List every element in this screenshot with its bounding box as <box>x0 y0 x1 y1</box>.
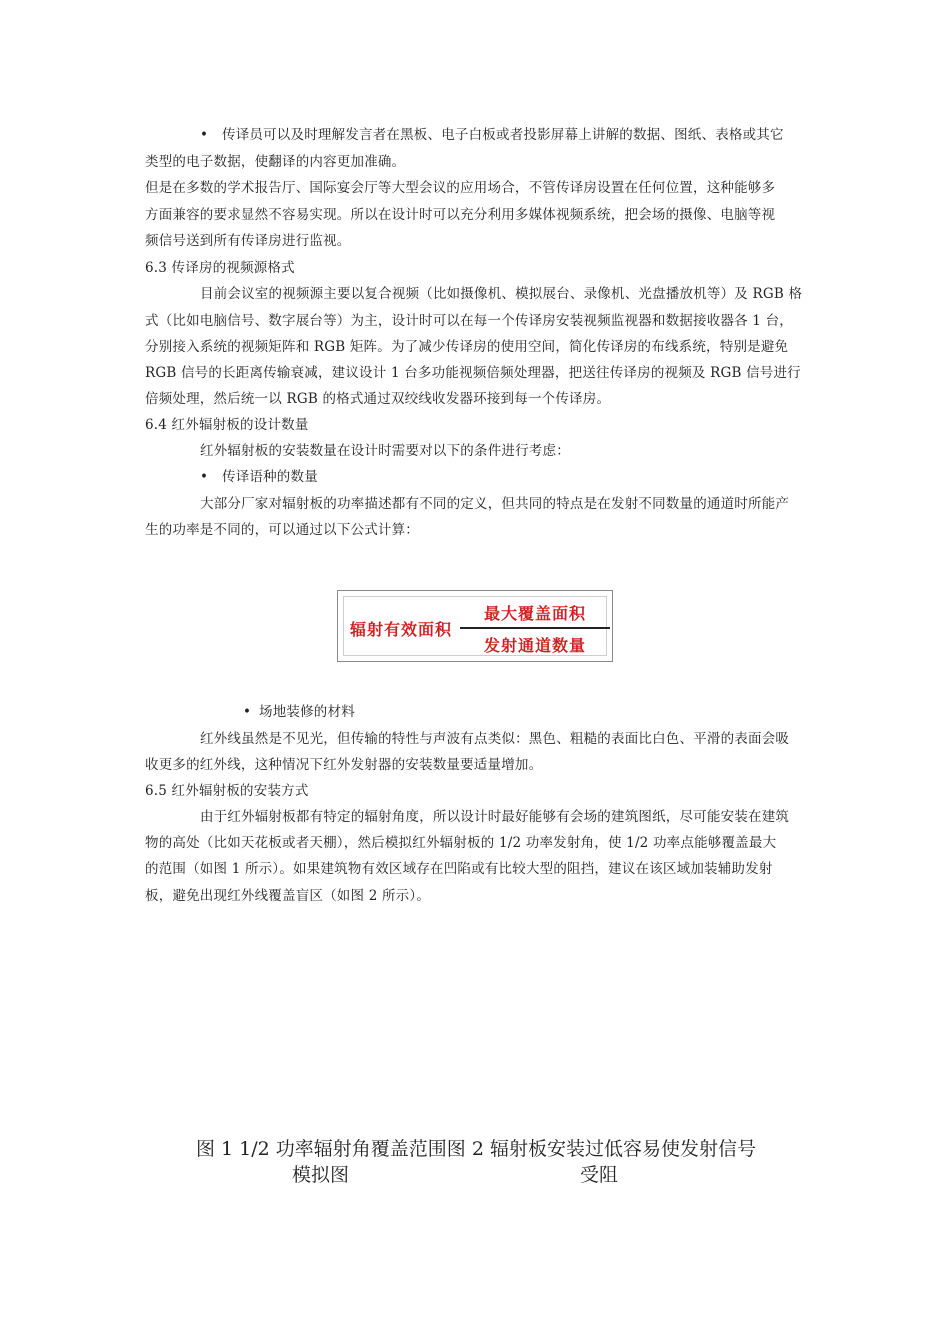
paragraph-line: 的范围（如图 1 所示）。如果建筑物有效区域存在凹陷或有比较大型的阻挡，建议在该区域加装辅助发射 <box>145 861 773 877</box>
bullet-label: 场地装修的材料 <box>259 704 355 720</box>
paragraph-line: 红外线虽然是不见光，但传输的特性与声波有点类似：黑色、粗糙的表面比白色、平滑的表面会吸 <box>200 731 790 747</box>
bullet-icon: • <box>200 127 209 143</box>
paragraph-line: 大部分厂家对辐射板的功率描述都有不同的定义，但共同的特点是在发射不同数量的通道时所能产 <box>200 496 790 512</box>
fraction-bar <box>460 627 610 629</box>
formula-lhs: 辐射有效面积 <box>350 620 453 639</box>
paragraph-line: 板，避免出现红外线覆盖盲区（如图 2 所示）。 <box>145 888 431 904</box>
paragraph-line: 由于红外辐射板都有特定的辐射角度，所以设计时最好能够有会场的建筑图纸，尽可能安装在建筑 <box>200 809 790 825</box>
formula-numerator: 最大覆盖面积 <box>484 604 587 623</box>
paragraph-line: 传译员可以及时理解发言者在黑板、电子白板或者投影屏幕上讲解的数据、图纸、表格或其它 <box>222 127 784 143</box>
bullet-label: 传译语种的数量 <box>222 469 318 485</box>
figure-caption: 图 1 1/2 功率辐射角覆盖范围图 2 辐射板安装过低容易使发射信号 <box>196 1138 756 1160</box>
formula-denominator: 发射通道数量 <box>484 636 587 655</box>
paragraph-line: 类型的电子数据，使翻译的内容更加准确。 <box>145 154 406 170</box>
paragraph-line: 但是在多数的学术报告厅、国际宴会厅等大型会议的应用场合，不管传译房设置在任何位置，这种能够多 <box>145 180 776 196</box>
bullet-item-2 <box>200 469 318 485</box>
paragraph-line: 目前会议室的视频源主要以复合视频（比如摄像机、模拟展台、录像机、光盘播放机等）及 RGB 格 <box>200 286 803 302</box>
section-heading-6-5: 6.5 红外辐射板的安装方式 <box>145 783 309 799</box>
paragraph-line: 分别接入系统的视频矩阵和 RGB 矩阵。为了减少传译房的使用空间，简化传译房的布线系统，特别是避免 <box>145 339 789 355</box>
paragraph-line: 方面兼容的要求显然不容易实现。所以在设计时可以充分利用多媒体视频系统，把会场的摄像、电脑等视 <box>145 207 776 223</box>
paragraph-line: RGB 信号的长距离传输衰减，建议设计 1 台多功能视频倍频处理器，把送往传译房的视频及 RGB 信号进行 <box>145 365 801 381</box>
paragraph-line: 物的高处（比如天花板或者天棚），然后模拟红外辐射板的 1/2 功率发射角，使 1/2 功率点能够覆盖最大 <box>145 835 777 851</box>
paragraph-line: 频信号送到所有传译房进行监视。 <box>145 233 351 249</box>
figure-2-caption-line2: 受阻 <box>580 1164 619 1186</box>
paragraph-line: 式（比如电脑信号、数字展台等）为主，设计时可以在每一个传译房安装视频监视器和数据接收器各 1 台， <box>145 313 793 329</box>
paragraph-line: 生的功率是不同的，可以通过以下公式计算： <box>145 522 419 538</box>
figure-1-caption-line2: 模拟图 <box>292 1164 350 1186</box>
paragraph-line: 倍频处理，然后统一以 RGB 的格式通过双绞线收发器环接到每一个传译房。 <box>145 391 611 407</box>
paragraph-line: 收更多的红外线，这种情况下红外发射器的安装数量要适量增加。 <box>145 757 543 773</box>
bullet-item-1 <box>200 127 784 143</box>
bullet-item-3 <box>243 704 355 720</box>
bullet-icon: • <box>243 704 252 720</box>
paragraph-line: 红外辐射板的安装数量在设计时需要对以下的条件进行考虑： <box>200 443 570 459</box>
section-heading-6-4: 6.4 红外辐射板的设计数量 <box>145 417 309 433</box>
bullet-icon: • <box>200 469 209 485</box>
section-heading-6-3: 6.3 传译房的视频源格式 <box>145 260 295 276</box>
formula-frame <box>343 596 607 656</box>
formula-image <box>337 590 613 662</box>
